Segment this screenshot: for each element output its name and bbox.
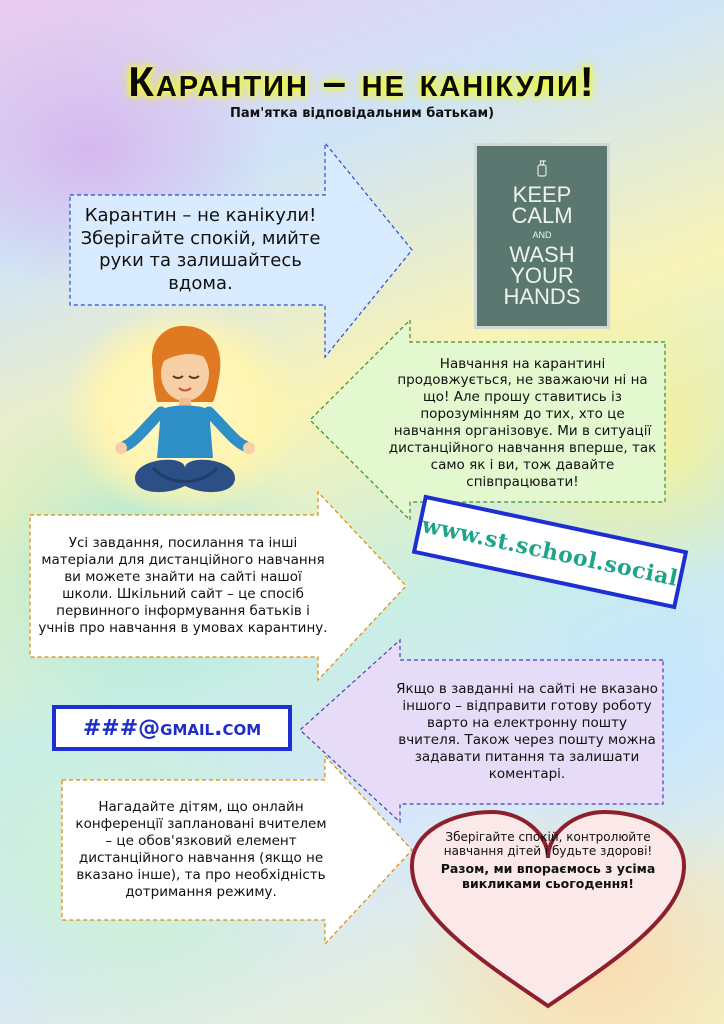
page-subtitle: Пам'ятка відповідальним батькам) (229, 106, 495, 121)
heart-text-plain: Зберігайте спокій, контролюйте навчання дітей і будьте здорові! (443, 830, 653, 859)
keep-calm-poster (474, 143, 610, 329)
poster-line-hands: HANDS (503, 284, 581, 309)
box-left-white-text: Усі завдання, посилання та інші матеріали для дистанційного навчання ви можете знайти на сайті нашої школи. Шкільний сайт – це спосіб первинного інформування батьків і учнів про навчання в умовах карантину. (38, 535, 328, 636)
website-link[interactable]: www.st.school.social (412, 495, 689, 610)
poster-line-and: AND (532, 230, 552, 240)
box-right-green-text: Навчання на карантині продовжується, не зважаючи ні на що! Але прошу ставитись із порозумінням до тих, хто це навчання організовує. Ми в ситуації дистанційного навчання вперше, так само як і ви, тож давайте співпрацювати! (388, 355, 657, 490)
page-title: Карантин – не канікули! (128, 58, 596, 105)
box-bottom-left-text: Нагадайте дітям, що онлайн конференції заплановані вчителем – це обов'язковий елемент дистанційного навчання (якщо не вказано інше), та про необхідність дотримання режиму. (75, 799, 327, 900)
email-link[interactable]: ###@gmail.com (52, 705, 292, 751)
poster-line-wash: WASH (509, 242, 575, 267)
heart-text-bold: Разом, ми впораємось з усіма викликами сьогодення! (440, 860, 656, 891)
soap-icon (477, 158, 607, 176)
box-top-left-text: Карантин – не канікули! Зберігайте спокій, мийте руки та залишайтесь вдома. (80, 205, 321, 294)
meditating-woman-icon (95, 318, 275, 508)
box-right-purple-text: Якщо в завданні на сайті не вказано іншого – відправити готову роботу варто на електронну пошту вчителя. Також через пошту можна задавати питання та залишати коментарі. (396, 681, 658, 782)
heart-text (440, 830, 656, 891)
poster-line-your: YOUR (510, 263, 574, 288)
poster-line-calm: CALM (511, 203, 573, 228)
poster-line-keep: KEEP (512, 182, 572, 207)
